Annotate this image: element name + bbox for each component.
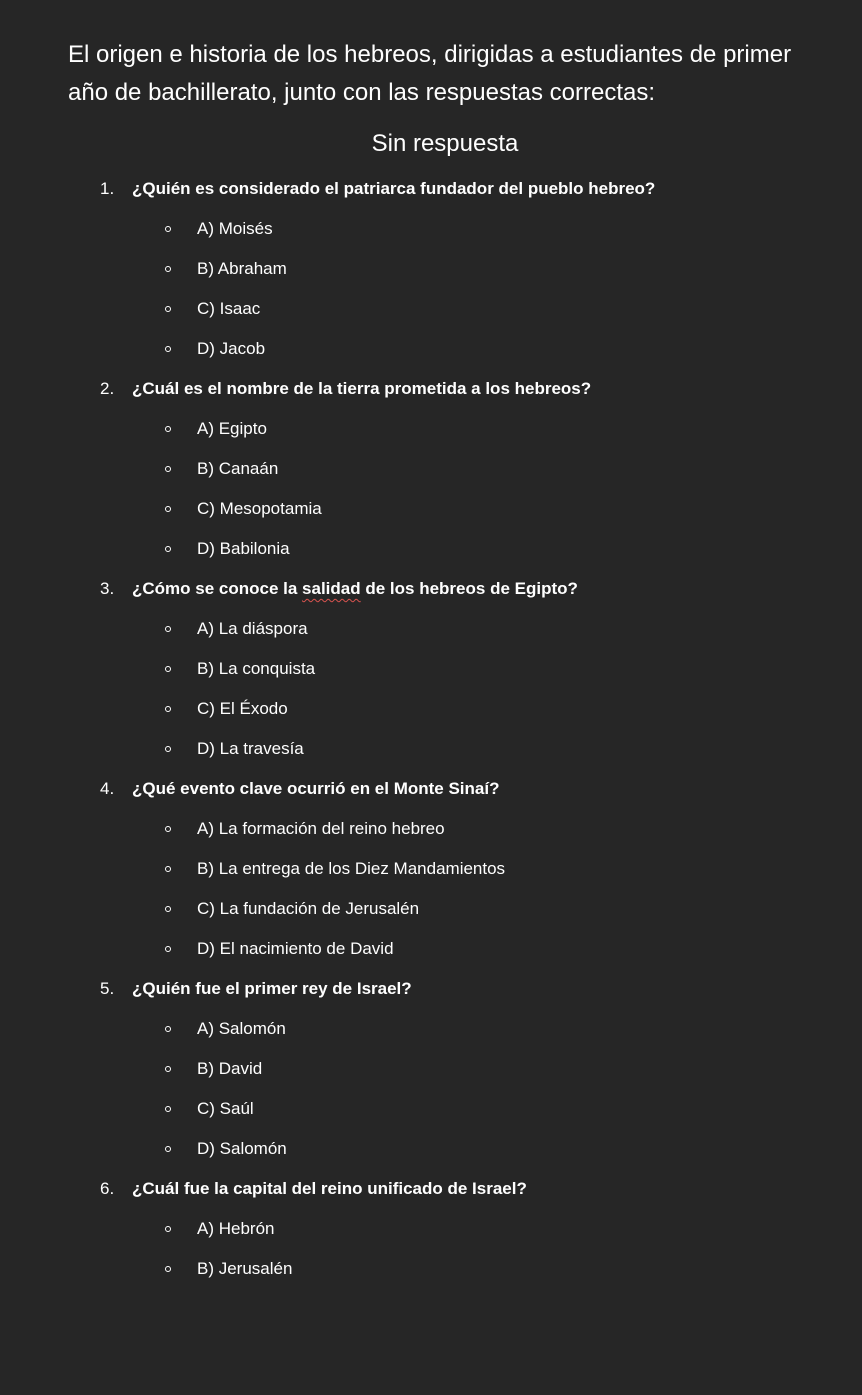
question-line bbox=[0, 574, 862, 614]
option-text: D) Salomón bbox=[197, 1139, 287, 1158]
option-item bbox=[0, 1014, 862, 1054]
option-item bbox=[0, 494, 862, 534]
option-item bbox=[0, 694, 862, 734]
option-list bbox=[0, 614, 862, 774]
option-item bbox=[0, 1134, 862, 1174]
circle-bullet-icon bbox=[165, 866, 171, 872]
option-text: B) Jerusalén bbox=[197, 1259, 293, 1278]
circle-bullet-icon bbox=[165, 1146, 171, 1152]
circle-bullet-icon bbox=[165, 1106, 171, 1112]
option-text: A) La formación del reino hebreo bbox=[197, 819, 445, 838]
question-text: ¿Quién fue el primer rey de Israel? bbox=[132, 979, 412, 998]
question-number: 1. bbox=[100, 179, 115, 198]
option-text: A) Moisés bbox=[197, 219, 273, 238]
circle-bullet-icon bbox=[165, 1026, 171, 1032]
question-text-end: de los hebreos de Egipto? bbox=[360, 579, 578, 598]
option-list bbox=[0, 814, 862, 974]
question-text: ¿Cuál fue la capital del reino unificado de Israel? bbox=[132, 1179, 527, 1198]
question-text-start: ¿Cómo se conoce la bbox=[132, 579, 303, 598]
option-item bbox=[0, 894, 862, 934]
option-text: C) Mesopotamia bbox=[197, 499, 322, 518]
question-number: 2. bbox=[100, 379, 115, 398]
option-list bbox=[0, 414, 862, 574]
option-item bbox=[0, 814, 862, 854]
circle-bullet-icon bbox=[165, 946, 171, 952]
option-text: A) La diáspora bbox=[197, 619, 308, 638]
question-text: ¿Qué evento clave ocurrió en el Monte Sinaí? bbox=[132, 779, 500, 798]
option-text: B) Canaán bbox=[197, 459, 279, 478]
question-5 bbox=[0, 974, 862, 1174]
option-text: D) El nacimiento de David bbox=[197, 939, 394, 958]
option-item bbox=[0, 454, 862, 494]
option-item bbox=[0, 654, 862, 694]
option-item bbox=[0, 854, 862, 894]
option-text: B) David bbox=[197, 1059, 263, 1078]
circle-bullet-icon bbox=[165, 266, 171, 272]
option-text: A) Hebrón bbox=[197, 1219, 275, 1238]
circle-bullet-icon bbox=[165, 746, 171, 752]
option-item bbox=[0, 534, 862, 574]
question-line bbox=[0, 174, 862, 214]
circle-bullet-icon bbox=[165, 1226, 171, 1232]
option-item bbox=[0, 1054, 862, 1094]
option-text: D) Jacob bbox=[197, 339, 266, 358]
question-4 bbox=[0, 774, 862, 974]
option-text: C) Saúl bbox=[197, 1099, 254, 1118]
circle-bullet-icon bbox=[165, 226, 171, 232]
question-3 bbox=[0, 574, 862, 774]
option-list bbox=[0, 214, 862, 374]
intro-paragraph: El origen e historia de los hebreos, dirigidas a estudiantes de primer año de bachillerato, junto con las respuestas correctas: bbox=[68, 41, 792, 106]
option-text: D) Babilonia bbox=[197, 539, 290, 558]
question-text bbox=[132, 574, 578, 604]
option-text: D) La travesía bbox=[197, 739, 304, 758]
option-text: C) Isaac bbox=[197, 299, 261, 318]
option-list bbox=[0, 1014, 862, 1174]
circle-bullet-icon bbox=[165, 626, 171, 632]
question-number: 6. bbox=[100, 1179, 115, 1198]
option-item bbox=[0, 254, 862, 294]
circle-bullet-icon bbox=[165, 426, 171, 432]
option-item bbox=[0, 414, 862, 454]
circle-bullet-icon bbox=[165, 346, 171, 352]
circle-bullet-icon bbox=[165, 1266, 171, 1272]
question-line bbox=[0, 974, 862, 1014]
option-text: A) Salomón bbox=[197, 1019, 286, 1038]
circle-bullet-icon bbox=[165, 666, 171, 672]
question-text: ¿Cuál es el nombre de la tierra prometida a los hebreos? bbox=[132, 379, 592, 398]
option-text: B) Abraham bbox=[197, 259, 287, 278]
option-text: B) La conquista bbox=[197, 659, 316, 678]
option-text: C) El Éxodo bbox=[197, 699, 288, 718]
option-text: A) Egipto bbox=[197, 419, 267, 438]
option-item bbox=[0, 1214, 862, 1254]
option-item bbox=[0, 1094, 862, 1134]
question-6 bbox=[0, 1174, 862, 1294]
misspelled-word[interactable]: salidad bbox=[302, 579, 361, 598]
option-item bbox=[0, 334, 862, 374]
circle-bullet-icon bbox=[165, 546, 171, 552]
question-line bbox=[0, 1174, 862, 1214]
circle-bullet-icon bbox=[165, 826, 171, 832]
option-item bbox=[0, 734, 862, 774]
question-number: 3. bbox=[100, 579, 115, 598]
option-item bbox=[0, 294, 862, 334]
option-item bbox=[0, 214, 862, 254]
question-1 bbox=[0, 174, 862, 374]
circle-bullet-icon bbox=[165, 466, 171, 472]
option-item bbox=[0, 934, 862, 974]
question-line bbox=[0, 774, 862, 814]
option-item bbox=[0, 1254, 862, 1294]
question-number: 4. bbox=[100, 779, 115, 798]
option-text: B) La entrega de los Diez Mandamientos bbox=[197, 859, 506, 878]
option-item bbox=[0, 614, 862, 654]
question-number: 5. bbox=[100, 979, 115, 998]
subtitle: Sin respuesta bbox=[371, 130, 519, 157]
circle-bullet-icon bbox=[165, 706, 171, 712]
circle-bullet-icon bbox=[165, 1066, 171, 1072]
question-2 bbox=[0, 374, 862, 574]
option-text: C) La fundación de Jerusalén bbox=[197, 899, 420, 918]
circle-bullet-icon bbox=[165, 906, 171, 912]
circle-bullet-icon bbox=[165, 506, 171, 512]
option-list bbox=[0, 1214, 862, 1294]
circle-bullet-icon bbox=[165, 306, 171, 312]
question-text: ¿Quién es considerado el patriarca fundador del pueblo hebreo? bbox=[132, 179, 656, 198]
question-line bbox=[0, 374, 862, 414]
question-list bbox=[0, 174, 862, 1294]
